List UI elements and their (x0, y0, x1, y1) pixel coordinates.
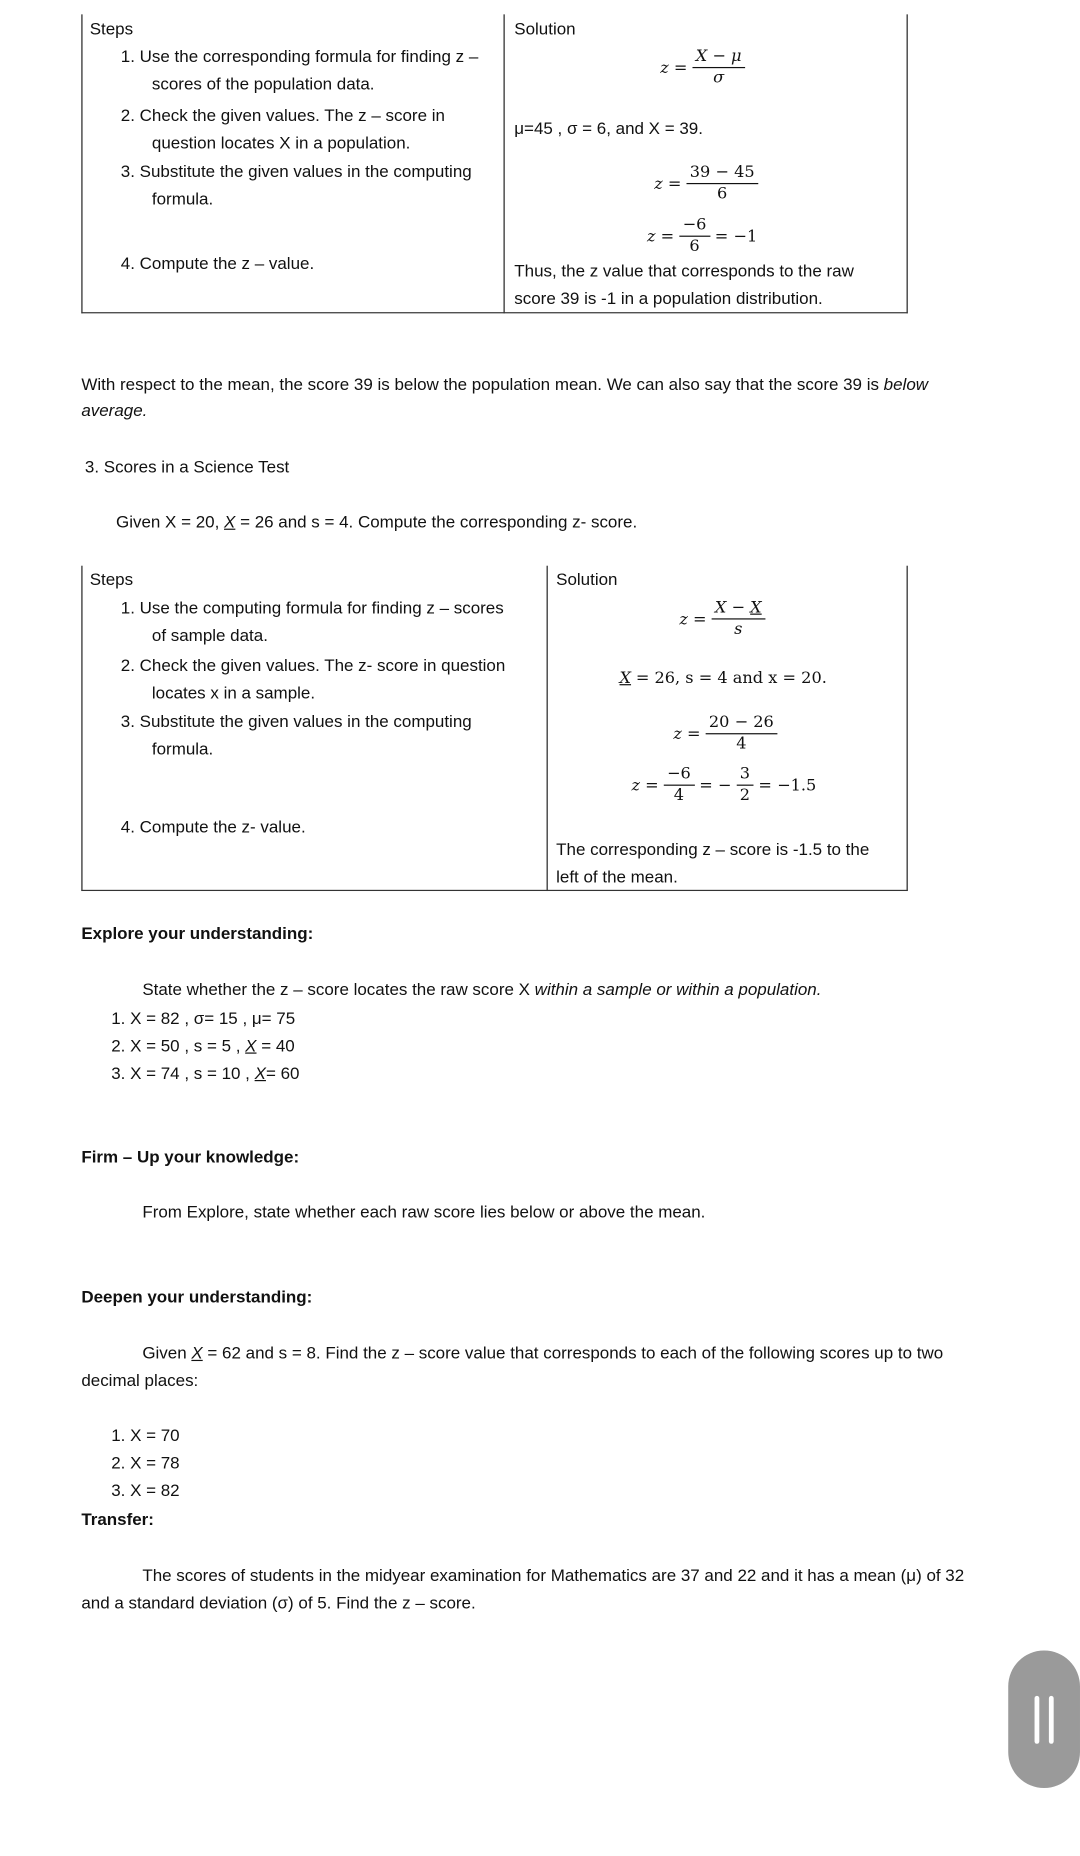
step-2-cont: locates x in a sample. (151, 684, 316, 704)
grip-line-icon (1049, 1696, 1054, 1744)
conclusion-cont: left of the mean. (556, 868, 678, 888)
step-3: 3. Substitute the given values in the computing (120, 712, 472, 732)
explore-item-2: 2. X = 50 , s = 5 , X = 40 (111, 1036, 295, 1057)
step-1-cont: of sample data. (151, 626, 268, 646)
section-title: 3. Scores in a Science Test (84, 458, 290, 478)
deepen-text: Given X = 62 and s = 8. Find the z – score value that corresponds to each of the following scores up to two (142, 1344, 944, 1364)
substitution: z = $\frac{39 - 45}{6}$ (654, 164, 758, 203)
given-values: X = 26, s = 4 and x = 20. (619, 668, 827, 688)
formula-z: z = $\frac{X - X}{s}$ (679, 599, 765, 638)
step-3-cont: formula. (151, 740, 214, 760)
step-3-cont: formula. (151, 190, 214, 210)
paragraph-below-mean: With respect to the mean, the score 39 is below the population mean. We can also say that the score 39 is below (81, 375, 929, 395)
firm-text: From Explore, state whether each raw score lies below or above the mean. (142, 1203, 706, 1223)
firm-heading: Firm – Up your knowledge: (81, 1148, 300, 1168)
deepen-text-cont: decimal places: (81, 1371, 199, 1391)
conclusion: The corresponding z – score is -1.5 to the (556, 840, 870, 860)
transfer-heading: Transfer: (81, 1510, 154, 1530)
explore-instruction: State whether the z – score locates the raw score X within a sample or within a population. (142, 980, 822, 1000)
step-2: 2. Check the given values. The z – score in (120, 106, 445, 126)
substitution: z = $\frac{20 - 26}{4}$ (673, 714, 777, 753)
step-1-cont: scores of the population data. (151, 75, 375, 95)
deepen-item-2: 2. X = 78 (111, 1454, 180, 1474)
given-problem: Given X = 20, X = 26 and s = 4. Compute the corresponding z- score. (116, 513, 638, 533)
result: z = $\frac{-6}{6}$ = −1 (647, 215, 758, 256)
transfer-text: The scores of students in the midyear examination for Mathematics are 37 and 22 and it has a mean (μ) of 32 (142, 1566, 965, 1586)
paragraph-below-mean-cont: average. (81, 401, 148, 421)
solution-header: Solution (556, 570, 618, 590)
explore-item-3: 3. X = 74 , s = 10 , X= 60 (111, 1064, 300, 1084)
conclusion-cont: score 39 is -1 in a population distribution. (514, 289, 823, 309)
step-1: 1. Use the corresponding formula for finding z – (120, 47, 479, 67)
given-values: μ=45 , σ = 6, and X = 39. (514, 119, 703, 139)
deepen-heading: Deepen your understanding: (81, 1288, 313, 1308)
solution-header: Solution (514, 20, 576, 40)
deepen-item-3: 3. X = 82 (111, 1481, 180, 1501)
result: z = $\frac{-6}{4}$ = − $\frac{3}{2}$ = −1.5 (631, 764, 817, 805)
step-2-cont: question locates X in a population. (151, 133, 411, 154)
step-2: 2. Check the given values. The z- score in question (120, 656, 506, 676)
steps-header: Steps (89, 20, 134, 40)
explore-heading: Explore your understanding: (81, 924, 314, 944)
formula-z: z = $\frac{X - \mu}{\sigma}$ (660, 48, 745, 87)
transfer-text-cont: and a standard deviation (σ) of 5. Find the z – score. (81, 1594, 476, 1614)
deepen-item-1: 1. X = 70 (111, 1426, 180, 1446)
step-1: 1. Use the computing formula for finding z – scores (120, 599, 504, 619)
step-3: 3. Substitute the given values in the computing (120, 162, 472, 182)
explore-item-1: 1. X = 82 , σ= 15 , μ= 75 (111, 1009, 296, 1029)
step-4: 4. Compute the z- value. (120, 818, 306, 838)
scroll-handle-button[interactable] (1008, 1650, 1080, 1788)
step-4: 4. Compute the z – value. (120, 254, 315, 274)
grip-line-icon (1035, 1696, 1040, 1744)
conclusion: Thus, the z value that corresponds to the raw (514, 261, 854, 282)
steps-header: Steps (89, 570, 134, 590)
